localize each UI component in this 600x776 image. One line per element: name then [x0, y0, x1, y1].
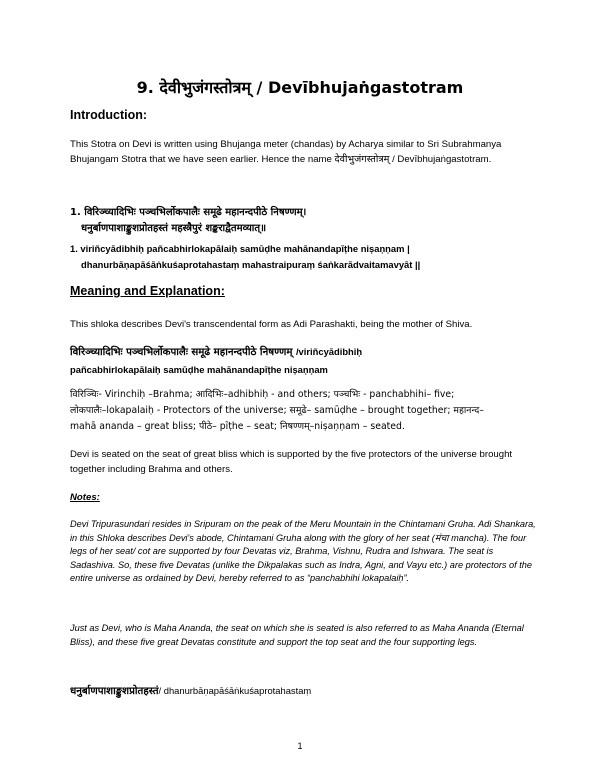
- gloss-line-2: लोकपालैः–lokapalaiḥ - Protectors of the universe; समूढे– samūḍhe – brought together; महानन्द–: [70, 405, 484, 416]
- introduction-heading: Introduction:: [70, 108, 148, 122]
- next-verse-headline: [70, 682, 540, 700]
- next-headline-roman: / dhanurbāṇapāśāṅkuśaprotahastaṃ: [158, 685, 312, 696]
- gloss-line-1: विरिञ्चिः- Virinchiḥ –Brahma; आदिभिः–adhibhiḥ - and others; पञ्चभिः - panchabhihi– five;: [70, 389, 455, 400]
- word-meanings: [70, 387, 540, 435]
- next-headline-devanagari: धनुर्बाणपाशाङ्कुशप्रोतहस्तं: [70, 686, 159, 697]
- introduction-text: This Stotra on Devi is written using Bhujanga meter (chandas) by Acharya similar to Sri Subrahmanya Bhujangam Stotra that we have seen earlier. Hence the name देवीभुजंगस्तोत्रम् / Devībhujaṅgastotram.: [70, 139, 502, 165]
- verse-devanagari: [70, 205, 540, 237]
- verse-roman-line-1: 1. viriñcyādibhiḥ pañcabhirlokapālaiḥ samūḍhe mahānandapīṭhe niṣaṇṇam |: [70, 243, 410, 254]
- notes-paragraph-1: Devi Tripurasundari resides in Sripuram on the peak of the Meru Mountain in the Chintamani Gruha. Adi Shankara, in this Shloka describes Devi's abode, Chintamani Gruha along with the glory of her seat (मंचा mancha). The four legs of her seat/ cot are supported by four Devatas viz, Brahma, Vishnu, Rudra and Ishwara. The seat is Sadashiva. So, these five Devatas (unlike the Dikpalakas such as Indra, Agni, and Vayu etc.) are protectors of the entire universe as ordained by Devi, hereby referred to as “panchabhihi lokapalaiḥ”.: [70, 519, 536, 583]
- verse-transliteration: [70, 241, 540, 272]
- meaning-verse-headline: [70, 343, 540, 378]
- page-title: 9. देवीभुजंगस्तोत्रम् / Devībhujaṅgastotram: [136, 78, 464, 97]
- headline-roman-start: /viriñcyādibhiḥ: [295, 346, 363, 357]
- headline-devanagari: विरिञ्च्यादिभिः पञ्चभिर्लोकपालैः समूढे महानन्दपीठे निषण्णम्: [70, 347, 296, 358]
- verse-roman-line-2: dhanurbāṇapāśāṅkuśaprotahastaṃ mahastraipuraṃ śaṅkarādvaitamavyāt ||: [81, 258, 421, 270]
- notes-heading: Notes:: [70, 492, 100, 503]
- headline-roman-end: pañcabhirlokapālaiḥ samūḍhe mahānandapīṭhe niṣaṇṇam: [70, 364, 328, 375]
- meaning-summary: Devi is seated on the seat of great bliss which is supported by the five protectors of the universe brought together including Brahma and others.: [70, 449, 513, 475]
- gloss-line-3: mahā ananda – great bliss; पीठे– pīṭhe – seat; निषण्णम्–niṣaṇṇam – seated.: [70, 421, 405, 432]
- page-number: 1: [297, 741, 303, 751]
- meaning-heading: Meaning and Explanation:: [70, 284, 225, 298]
- notes-paragraph-2: Just as Devi, who is Maha Ananda, the seat on which she is seated is also referred to as Maha Ananda (Eternal Bliss), and these five great Devatas constitute and support the top seat and the four supporting legs.: [70, 623, 524, 647]
- verse-devanagari-line-1: 1. विरिञ्च्यादिभिः पञ्चभिर्लोकपालैः समूढे महानन्दपीठे निषण्णम्।: [70, 207, 307, 218]
- verse-devanagari-line-2: धनुर्बाणपाशाङ्कुशप्रोतहस्तं महस्त्रैपुरं शङ्कराद्वैतमव्यात्॥: [81, 223, 267, 234]
- meaning-intro: This shloka describes Devi's transcendental form as Adi Parashakti, being the mother of Shiva.: [70, 319, 473, 330]
